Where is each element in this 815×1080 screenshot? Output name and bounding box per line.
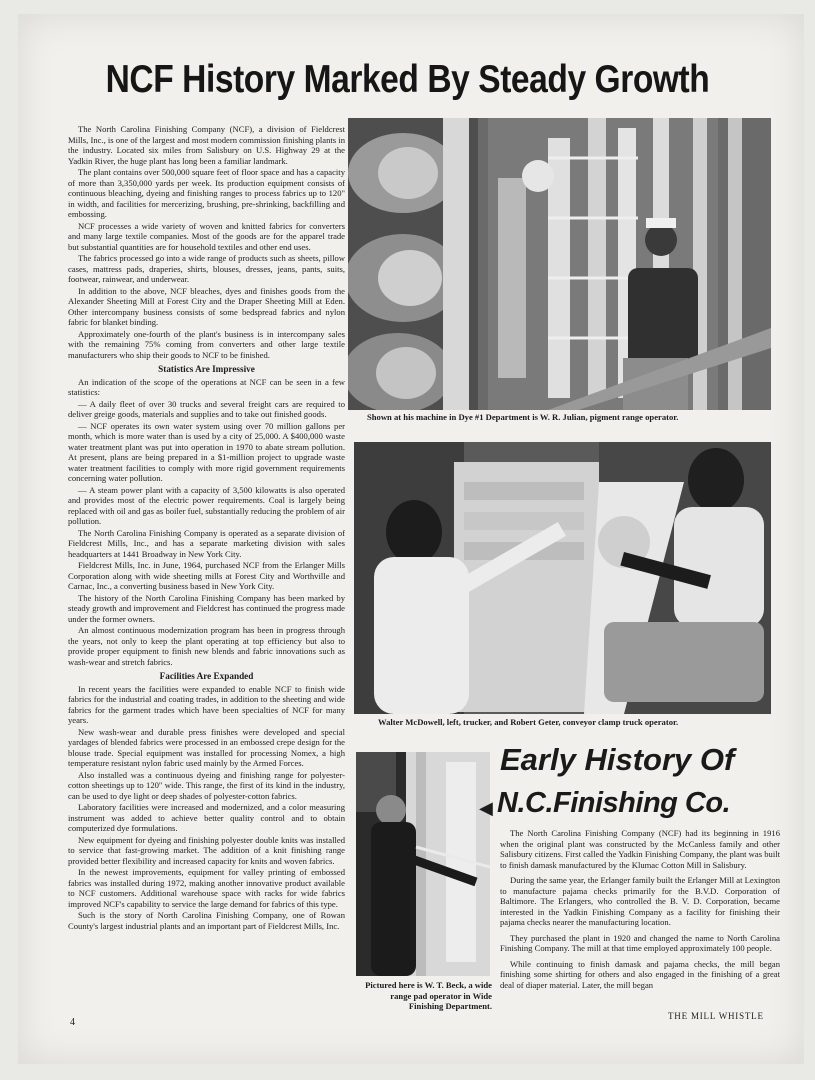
paragraph: — A steam power plant with a capacity of 3,500 kilowatts is also operated and provides most of the electric power requirements. Coal is largely being replaced with oil and gas as boiler fuel, substantially reducing the problem of air pollution. (68, 484, 345, 526)
paragraph: During the same year, the Erlanger family built the Erlanger Mill at Lexington to manufacture pajama checks primarily for the B.V.D. Corporation of Baltimore. The Erlangers, who controlled the B. V. D. Corporation, became interested in the Yadkin Finishing Company as a facility for finishing their pajama checks nearer the manufacturing location. (500, 875, 780, 927)
paragraph: The North Carolina Finishing Company (NCF) had its beginning in 1916 when the original plant was constructed by the McCanless family and other Salisbury citizens. First called the Yadkin Finishing Company, the plant was built to finish damask manufactured by the Klumac Cotton Mill in Salisbury. (500, 828, 780, 870)
paragraph: Also installed was a continuous dyeing and finishing range for polyester-cotton sheetings up to 120" wide. This range, the first of its kind in the industry, can be used to dye light or deep shades of polyester-cotton fabrics. (68, 769, 345, 801)
caption-photo-1: Shown at his machine in Dye #1 Department is W. R. Julian, pigment range operator. (367, 412, 679, 422)
paragraph: An indication of the scope of the operations at NCF can be seen in a few statistics: (68, 376, 345, 397)
caption-photo-3: Pictured here is W. T. Beck, a wide range pad operator in Wide Finishing Department. (365, 980, 492, 1011)
paragraph: Fieldcrest Mills, Inc. in June, 1964, purchased NCF from the Erlanger Mills Corporation along with wide sheeting mills at Forest City and Worthville and Carnac, Inc., a converting business based in New York City. (68, 560, 345, 591)
heading-statistics: Statistics Are Impressive (158, 364, 255, 374)
paragraph: New equipment for dyeing and finishing polyester double knits was installed to service that fast-growing market. The addition of a knit finishing range provided better flexibility and increased capacity for knits and woven fabrics. (68, 834, 345, 866)
paragraph: Approximately one-fourth of the plant's business is in intercompany sales with the remaining 75% coming from converters and other large textile manufacturers who ship their goods to NCF to be finished. (68, 328, 345, 360)
paragraph: They purchased the plant in 1920 and changed the name to North Carolina Finishing Company. The mill at that time employed approximately 100 people. (500, 932, 780, 953)
paragraph: The plant contains over 500,000 square feet of floor space and has a capacity of more than 3,350,000 yards per week. Its production equipment consists of continuous bleaching, dyeing and finishing ranges to process fabrics up to 120" in width, and facilities for mercerizing, brushing, pre-shrinking, backfilling and embossing. (68, 167, 345, 219)
paragraph: The fabrics processed go into a wide range of products such as sheets, pillow cases, mattress pads, draperies, shirts, blouses, dresses, jeans, pants, suits, footwear, rainwear, and underwear. (68, 253, 345, 284)
publication-footer: THE MILL WHISTLE (668, 1011, 764, 1021)
left-column (68, 124, 345, 932)
section-intro (68, 124, 345, 360)
paragraph: An almost continuous modernization program has been in progress through the years, not only to keep the plant operating at top efficiency but also to provide proper equipment to finish new blends and fabric innovations such as wash-wear and stretch fabrics. (68, 625, 345, 667)
paragraph: The North Carolina Finishing Company is operated as a separate division of Fieldcrest Mills, Inc., and has a separate marketing division with sales headquarters at 1441 Broadway in New York City. (68, 527, 345, 559)
paragraph: The history of the North Carolina Finishing Company has been marked by steady growth and improvement and Fieldcrest has continued the progress made under the former owners. (68, 592, 345, 624)
heading-facilities: Facilities Are Expanded (159, 671, 254, 681)
early-history-heading-line1: Early History Of (500, 742, 735, 777)
headline: NCF History Marked By Steady Growth (105, 58, 710, 101)
page-number: 4 (70, 1017, 75, 1028)
paragraph: The North Carolina Finishing Company (NCF), a division of Fieldcrest Mills, Inc., is one of the largest and most modern commission finishing plants in the industry. Located six miles from Salisbury on U.S. Highway 29 at the Yadkin River, the huge plant has long been a familiar landmark. (68, 124, 345, 166)
paragraph: Laboratory facilities were increased and modernized, and a color measuring instrument was added to achieve better quality control and to obtain computerized dye formulations. (68, 802, 345, 833)
paragraph: — A daily fleet of over 30 trucks and several freight cars are required to deliver greige goods, materials and supplies and to take out finished goods. (68, 398, 345, 419)
arrow-bullet-icon: ◀ (479, 798, 493, 819)
photo-dye-machine (348, 118, 771, 410)
paragraph: — NCF operates its own water system using over 70 million gallons per month, which is more water than is used by a city of 25,000. A $400,000 waste water treatment plant was put into operation in 1970 to abate stream pollution. At present, plans are being prepared in a $1-million project to upgrade waste water treatment facilities to comply with more rigid government requirements concerning water pollution. (68, 420, 345, 483)
photo-truckers (354, 442, 771, 714)
early-history-column (500, 828, 780, 995)
paragraph: New wash-wear and durable press finishes were developed and special yardages of blended fabrics were processed in an embossed crepe design for the blouse trade. Special equipment was installed for processing Nomex, a high temperature resistant nylon fabric used mainly by the Armed Forces. (68, 726, 345, 768)
early-history-heading-line2: N.C.Finishing Co. (497, 787, 731, 819)
section-statistics (68, 377, 345, 668)
paragraph: In recent years the facilities were expanded to enable NCF to finish wide fabrics for the industrial and coating trades, in addition to the sheeting and wide fabrics for the garment trades which have been specialties of NCF for many years. (68, 683, 345, 725)
paragraph: While continuing to finish damask and pajama checks, the mill began finishing some shirting for others and also engaged in the finishing of a great deal of diaper material. Later, the mill began (500, 958, 780, 990)
paragraph: NCF processes a wide variety of woven and knitted fabrics for converters and many large textile companies. Most of the goods are for the apparel trade but substantial quantities are for household textiles and other end uses. (68, 220, 345, 252)
photo-range-operator (356, 752, 490, 976)
section-facilities (68, 684, 345, 932)
paragraph: Such is the story of North Carolina Finishing Company, one of Rowan County's largest industrial plants and an important part of Fieldcrest Mills, Inc. (68, 910, 345, 931)
caption-photo-2: Walter McDowell, left, trucker, and Robert Geter, conveyor clamp truck operator. (378, 717, 679, 727)
paragraph: In addition to the above, NCF bleaches, dyes and finishes goods from the Alexander Sheeting Mill at Forest City and the Draper Sheeting Mill at Eden. Other intercompany business consists of some bedspread fabrics and nylon fabric for blanket binding. (68, 285, 345, 327)
paragraph: In the newest improvements, equipment for valley printing of embossed fabrics was installed during 1972, making another innovative product available to NCF customers. Additional warehouse space with racks for wide fabrics improved NCF's capability to service the large demand for fabrics of this type. (68, 867, 345, 909)
